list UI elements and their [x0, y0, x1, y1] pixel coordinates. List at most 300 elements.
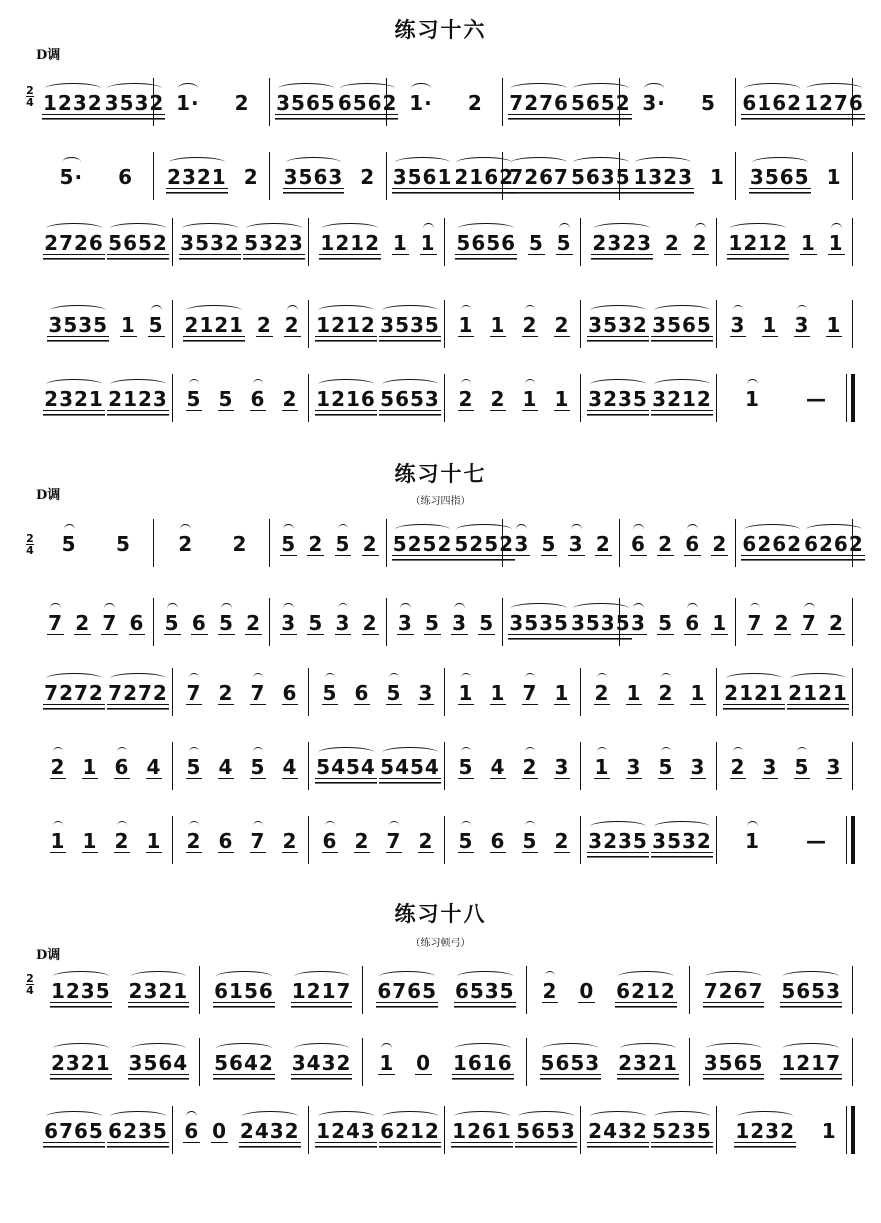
- barline: [444, 300, 445, 348]
- note-group: [651, 830, 713, 853]
- note-group: [556, 232, 573, 255]
- note-group: [282, 388, 299, 411]
- measure: [718, 738, 854, 796]
- exercise-title: 练习十八: [394, 901, 487, 926]
- slur: [461, 379, 472, 390]
- jianpu-notes: 2: [362, 531, 378, 556]
- note-group: [554, 314, 571, 337]
- note-group: [658, 756, 675, 779]
- time-signature-bottom: 4: [26, 984, 34, 997]
- note-group: [186, 830, 203, 853]
- note-group: [218, 756, 235, 779]
- note-group: [319, 232, 381, 255]
- note-group: [322, 830, 339, 853]
- slur: [53, 747, 64, 758]
- measure: [582, 1102, 718, 1160]
- note-group: [43, 1120, 105, 1143]
- note-group: [528, 232, 545, 255]
- barline: [199, 966, 200, 1014]
- measure: [155, 515, 272, 573]
- barline: [735, 598, 736, 646]
- barline: [716, 816, 717, 864]
- slur: [53, 971, 109, 982]
- slur: [797, 747, 808, 758]
- note-group: [587, 830, 649, 853]
- jianpu-notes: 1: [826, 165, 842, 189]
- jianpu-notes: 3: [281, 610, 297, 635]
- jianpu-notes: 1: [554, 680, 570, 705]
- jianpu-notes: 2323: [592, 230, 653, 255]
- note-group: [826, 756, 843, 779]
- barline: [386, 152, 387, 200]
- barline: [269, 152, 270, 200]
- note-group: [490, 830, 507, 853]
- jianpu-notes: 3432: [291, 1050, 352, 1075]
- note-group: [747, 612, 764, 635]
- measure: [364, 962, 527, 1020]
- measure: [737, 594, 854, 652]
- note-group: [61, 533, 78, 555]
- slur: [287, 305, 298, 316]
- slur: [644, 83, 664, 94]
- jianpu-notes: 5635: [570, 164, 631, 189]
- barline: [619, 598, 620, 646]
- note-group: [183, 1120, 200, 1143]
- jianpu-notes: 6262: [742, 531, 803, 556]
- note-group: [615, 980, 677, 1003]
- slur: [389, 821, 400, 832]
- barline: [619, 519, 620, 567]
- slur: [253, 821, 264, 832]
- barline: [362, 966, 363, 1014]
- note-group: [335, 612, 352, 635]
- jianpu-notes: 3535: [509, 610, 569, 635]
- measure: [582, 812, 718, 870]
- measure: [38, 370, 174, 428]
- slur: [382, 1111, 438, 1122]
- slur: [46, 673, 102, 684]
- note-group: [554, 756, 571, 779]
- jianpu-notes: 2: [308, 531, 324, 556]
- slur: [654, 305, 710, 316]
- jianpu-notes: 6765: [377, 978, 438, 1003]
- slur: [180, 524, 191, 535]
- measure: [621, 594, 738, 652]
- slur: [110, 379, 166, 390]
- note-group: [129, 612, 146, 635]
- barline: [444, 218, 445, 266]
- note-group: [458, 314, 475, 337]
- jianpu-notes: 3535: [48, 312, 109, 337]
- note-group: [744, 830, 761, 852]
- slur: [382, 379, 438, 390]
- slur: [242, 1111, 298, 1122]
- slur: [46, 1111, 102, 1122]
- measure: [310, 664, 446, 722]
- measure: [310, 370, 446, 428]
- key-signature: D调: [36, 488, 61, 503]
- slur: [590, 305, 646, 316]
- barline: [308, 374, 309, 422]
- staff-line: [24, 214, 854, 272]
- jianpu-notes: 3563: [283, 164, 344, 189]
- jianpu-notes: 5653: [380, 386, 440, 411]
- jianpu-notes: 5: [281, 531, 297, 556]
- note-group: [587, 1120, 649, 1143]
- jianpu-notes: 3: [630, 610, 646, 635]
- jianpu-notes: 1232: [43, 90, 103, 115]
- note-group: [114, 756, 131, 779]
- note-group: [508, 612, 570, 635]
- note-group: [454, 980, 516, 1003]
- note-group: [727, 232, 789, 255]
- jianpu-notes: 2: [234, 91, 250, 115]
- jianpu-notes: 2: [186, 828, 202, 853]
- slur: [633, 603, 644, 614]
- measure: [691, 1034, 854, 1092]
- jianpu-notes: 2321: [44, 386, 104, 411]
- jianpu-notes: 5: [386, 680, 402, 705]
- slur: [318, 305, 374, 316]
- note-group: [730, 314, 747, 337]
- note-group: [183, 314, 245, 337]
- jianpu-notes: 1: [120, 312, 136, 337]
- slur: [318, 1111, 374, 1122]
- key-signature: D调: [36, 48, 61, 63]
- jianpu-notes: 5: [528, 230, 544, 255]
- barline: [153, 519, 154, 567]
- jianpu-notes: 1: [800, 230, 816, 255]
- jianpu-notes: 1: [50, 828, 66, 853]
- barline: [852, 519, 853, 567]
- measure: [38, 738, 174, 796]
- note-group: [515, 1120, 577, 1143]
- jianpu-notes: 4: [146, 754, 162, 779]
- jianpu-notes: 5: [556, 230, 572, 255]
- final-barline: [846, 816, 855, 864]
- jianpu-notes: 1: [690, 680, 706, 705]
- slur: [189, 673, 200, 684]
- note-group: [805, 388, 828, 410]
- note-group: [50, 756, 67, 779]
- jianpu-notes: 7272: [44, 680, 104, 705]
- slur: [516, 524, 527, 535]
- note-group: [50, 830, 67, 853]
- jianpu-notes: 6: [685, 610, 701, 635]
- jianpu-notes: 1: [82, 754, 98, 779]
- measure: [271, 594, 388, 652]
- jianpu-notes: 2121: [724, 680, 784, 705]
- staff-line: [24, 74, 864, 132]
- note-group: [335, 533, 352, 556]
- slur: [635, 157, 691, 168]
- measure: [201, 1034, 364, 1092]
- measure: [446, 1102, 582, 1160]
- note-group: [632, 166, 694, 189]
- jianpu-notes: 3532: [652, 828, 712, 853]
- slur: [325, 821, 336, 832]
- note-group: [828, 232, 845, 255]
- jianpu-notes: 5: [115, 532, 131, 556]
- jianpu-notes: 5: [658, 754, 674, 779]
- note-group: [43, 232, 105, 255]
- jianpu-notes: 7: [747, 610, 763, 635]
- jianpu-notes: 3565: [703, 1050, 764, 1075]
- jianpu-notes: 3: [568, 531, 584, 556]
- measure: [38, 594, 155, 652]
- measure: [155, 74, 272, 132]
- note-group: [107, 682, 169, 705]
- jianpu-notes: 1: [490, 680, 506, 705]
- note-group: [191, 612, 208, 635]
- barline: [580, 816, 581, 864]
- jianpu-notes: 1212: [728, 230, 789, 255]
- note-group: [315, 314, 377, 337]
- slur: [461, 305, 472, 316]
- staff-line: [24, 515, 864, 573]
- slur: [454, 1111, 510, 1122]
- jianpu-notes: 2: [467, 91, 483, 115]
- note-group: [250, 756, 267, 779]
- barline: [735, 519, 736, 567]
- exercise-subtitle: （练习四指）: [410, 496, 471, 507]
- note-group: [703, 1052, 765, 1075]
- jianpu-notes: 3: [452, 610, 468, 635]
- note-group: [307, 612, 324, 635]
- measure: [38, 962, 201, 1020]
- note-group: [307, 533, 324, 556]
- slur: [511, 603, 567, 614]
- jianpu-notes: 3235: [588, 386, 648, 411]
- jianpu-notes: 4: [218, 754, 234, 779]
- barline: [716, 300, 717, 348]
- barline: [852, 668, 853, 716]
- slur: [178, 83, 198, 94]
- jianpu-notes: 1: [745, 387, 760, 411]
- note-group: [780, 980, 842, 1003]
- measure: [718, 214, 854, 272]
- slur: [216, 971, 272, 982]
- note-group: [213, 1052, 275, 1075]
- slur: [325, 673, 336, 684]
- jianpu-notes: 6156: [214, 978, 274, 1003]
- note-group: [146, 756, 163, 779]
- note-group: [284, 314, 301, 337]
- jianpu-notes: 2: [554, 312, 570, 337]
- note-group: [186, 756, 203, 779]
- measure: [528, 962, 691, 1020]
- slur: [620, 1043, 676, 1054]
- barline: [172, 300, 173, 348]
- note-group: [117, 166, 134, 188]
- note-group: [451, 1120, 513, 1143]
- jianpu-notes: 2432: [239, 1118, 300, 1143]
- slur: [189, 821, 200, 832]
- slur: [726, 673, 782, 684]
- jianpu-notes: 7276: [509, 90, 569, 115]
- note-group: [232, 533, 249, 555]
- slur: [283, 603, 294, 614]
- slur: [461, 821, 472, 832]
- barline: [153, 78, 154, 126]
- note-group: [322, 682, 339, 705]
- note-group: [243, 232, 305, 255]
- note-group: [458, 682, 475, 705]
- jianpu-notes: 1: [420, 230, 436, 255]
- note-group: [107, 1120, 169, 1143]
- note-group: [478, 612, 495, 635]
- slur: [618, 971, 674, 982]
- jianpu-notes: 1: [709, 165, 725, 189]
- jianpu-notes: 1261: [452, 1118, 512, 1143]
- jianpu-notes: 2: [712, 531, 728, 556]
- measure: [38, 148, 155, 206]
- note-group: [617, 1052, 679, 1075]
- note-group: [420, 232, 437, 255]
- slur: [400, 603, 411, 614]
- note-group: [703, 980, 765, 1003]
- note-group: [120, 314, 137, 337]
- jianpu-notes: 2121: [184, 312, 245, 337]
- note-group: [626, 756, 643, 779]
- jianpu-notes: —: [805, 829, 827, 853]
- note-group: [794, 314, 811, 337]
- jianpu-notes: 1: [490, 312, 506, 337]
- measure: [388, 74, 505, 132]
- slur: [104, 603, 115, 614]
- jianpu-notes: 5653: [540, 1050, 601, 1075]
- jianpu-notes: 5: [335, 531, 351, 556]
- note-group: [186, 388, 203, 411]
- note-group: [418, 682, 435, 705]
- note-group: [282, 830, 299, 853]
- note-group: [587, 388, 649, 411]
- note-group: [568, 533, 585, 556]
- jianpu-notes: 6162: [742, 90, 803, 115]
- slur: [654, 1111, 710, 1122]
- note-group: [595, 533, 612, 556]
- jianpu-notes: 1: [458, 680, 474, 705]
- slur: [253, 673, 264, 684]
- note-group: [114, 830, 131, 853]
- jianpu-notes: 2: [282, 828, 298, 853]
- slur: [597, 747, 608, 758]
- note-group: [291, 980, 353, 1003]
- slur: [110, 1111, 166, 1122]
- measure: [155, 148, 272, 206]
- jianpu-notes: 3: [690, 754, 706, 779]
- jianpu-notes: 6: [191, 610, 207, 635]
- jianpu-notes: 3561: [392, 164, 453, 189]
- slur: [110, 673, 166, 684]
- note-group: [250, 388, 267, 411]
- note-group: [397, 612, 414, 635]
- slur: [687, 524, 698, 535]
- measure: [691, 962, 854, 1020]
- jianpu-notes: 5·: [59, 165, 84, 189]
- measure: [364, 1034, 527, 1092]
- barline: [308, 1106, 309, 1154]
- staff-line: [24, 664, 854, 722]
- jianpu-notes: 1: [626, 680, 642, 705]
- barline: [153, 152, 154, 200]
- jianpu-notes: 6: [630, 531, 646, 556]
- note-group: [578, 980, 595, 1003]
- measure: [446, 812, 582, 870]
- note-group: [256, 314, 273, 337]
- slur: [790, 673, 846, 684]
- jianpu-notes: 2: [50, 754, 66, 779]
- measure: [446, 664, 582, 722]
- jianpu-notes: 5: [794, 754, 810, 779]
- barline: [716, 742, 717, 790]
- slur: [518, 1111, 574, 1122]
- slur: [294, 971, 350, 982]
- jianpu-notes: 5: [61, 532, 77, 556]
- note-group: [452, 1052, 514, 1075]
- note-group: [291, 1052, 353, 1075]
- slur: [458, 223, 514, 234]
- barline: [689, 966, 690, 1014]
- slur: [783, 1043, 839, 1054]
- jianpu-notes: 6: [118, 165, 134, 189]
- slur: [525, 305, 536, 316]
- jianpu-notes: 2: [522, 312, 538, 337]
- jianpu-notes: 7: [801, 610, 817, 635]
- jianpu-notes: 2: [232, 532, 248, 556]
- jianpu-notes: 2162: [454, 164, 515, 189]
- barline: [386, 598, 387, 646]
- barline: [735, 78, 736, 126]
- measure: [38, 74, 165, 132]
- measure: [737, 74, 864, 132]
- jianpu-notes: 1: [392, 230, 408, 255]
- slur: [381, 1043, 392, 1054]
- slur: [806, 83, 862, 94]
- barline: [308, 742, 309, 790]
- barline: [502, 78, 503, 126]
- measure: [174, 1102, 310, 1160]
- measure: [582, 370, 718, 428]
- slur: [151, 305, 162, 316]
- jianpu-notes: 6262: [804, 531, 864, 556]
- measure: [504, 594, 631, 652]
- jianpu-notes: 7: [186, 680, 202, 705]
- note-group: [186, 682, 203, 705]
- jianpu-notes: 2: [284, 312, 300, 337]
- jianpu-notes: 6: [184, 1118, 200, 1143]
- note-group: [101, 612, 118, 635]
- slur: [597, 673, 608, 684]
- note-group: [359, 166, 376, 188]
- jianpu-notes: 3565: [652, 312, 712, 337]
- final-barline: [846, 374, 855, 422]
- slur: [733, 305, 744, 316]
- note-group: [826, 314, 843, 337]
- note-group: [690, 682, 707, 705]
- jianpu-notes: 5454: [380, 754, 440, 779]
- slur: [543, 1043, 599, 1054]
- jianpu-notes: 5: [541, 531, 557, 556]
- jianpu-notes: 2: [256, 312, 272, 337]
- slur: [389, 673, 400, 684]
- jianpu-notes: 2: [828, 610, 844, 635]
- jianpu-notes: —: [805, 387, 827, 411]
- note-group: [362, 612, 379, 635]
- measure: [621, 515, 738, 573]
- jianpu-notes: 5: [322, 680, 338, 705]
- barline: [386, 78, 387, 126]
